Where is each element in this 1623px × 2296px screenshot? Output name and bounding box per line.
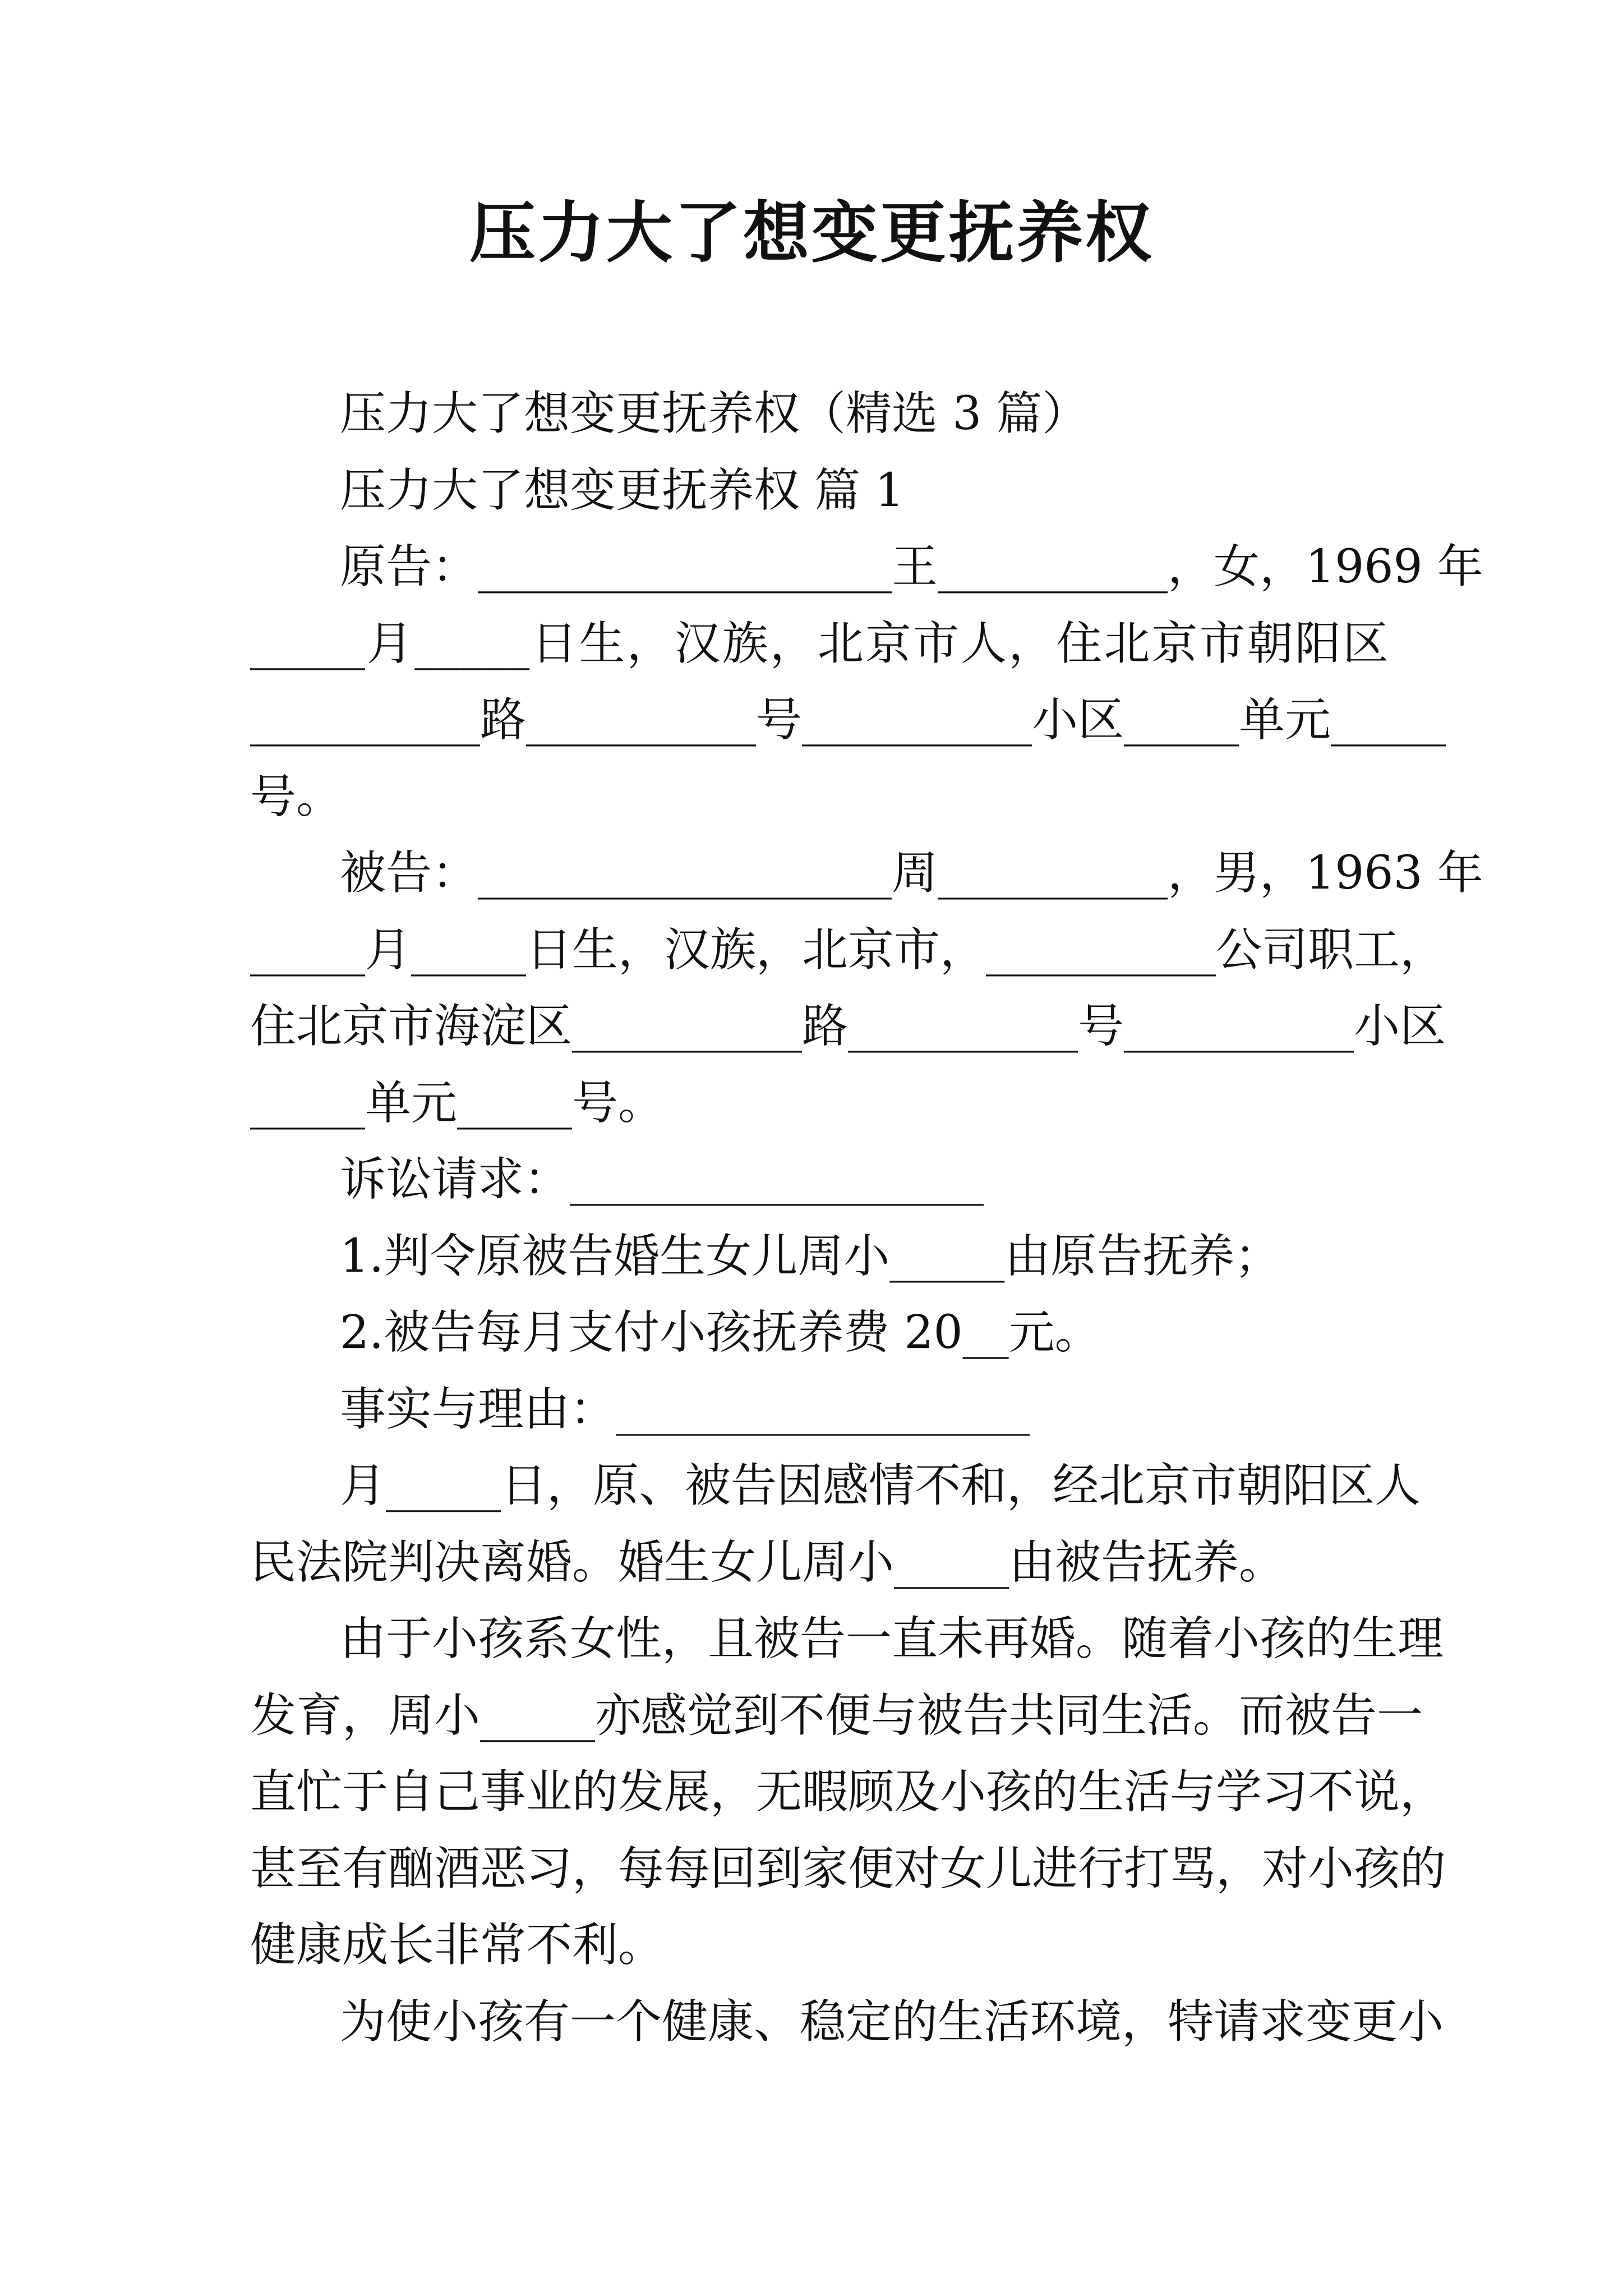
paragraph-line: 原告：__________________王__________，女，1969 年: [340, 540, 1483, 593]
paragraph-line: 月_____日，原、被告因感情不和，经北京市朝阳区人: [340, 1459, 1421, 1512]
paragraph-line: 压力大了想变更抚养权（精选 3 篇）: [340, 387, 1089, 440]
paragraph-line: 事实与理由：__________________: [340, 1382, 1030, 1436]
paragraph-line: 发育，周小_____亦感觉到不便与被告共同生活。而被告一: [250, 1688, 1423, 1742]
paragraph-line: 健康成长非常不利。: [250, 1918, 665, 1972]
document-body: [250, 376, 1483, 2060]
paragraph-line: 由于小孩系女性，且被告一直未再婚。随着小孩的生理: [340, 1612, 1444, 1665]
paragraph-line: _____月_____日生，汉族，北京市人，住北京市朝阳区: [250, 616, 1389, 670]
paragraph-line: 住北京市海淀区__________路__________号__________小区: [250, 1000, 1446, 1053]
paragraph-line: 民法院判决离婚。婚生女儿周小_____由被告抚养。: [250, 1535, 1285, 1589]
paragraph-line: 2.被告每月支付小孩抚养费 20__元。: [340, 1306, 1101, 1359]
paragraph-line: 甚至有酗酒恶习，每每回到家便对女儿进行打骂，对小孩的: [250, 1842, 1446, 1895]
paragraph-line: _____月_____日生，汉族，北京市，__________公司职工，: [250, 923, 1446, 977]
paragraph-line: 压力大了想变更抚养权 篇 1: [340, 463, 905, 517]
paragraph-line: 被告：__________________周__________，男，1963 年: [340, 846, 1483, 900]
paragraph-line: 直忙于自己事业的发展，无暇顾及小孩的生活与学习不说，: [250, 1765, 1446, 1819]
paragraph-line: 1.判令原被告婚生女儿周小_____由原告抚养；: [340, 1229, 1281, 1283]
paragraph-line: 诉讼请求：__________________: [340, 1153, 984, 1206]
paragraph-line: _____单元_____号。: [250, 1076, 664, 1130]
paragraph-line: __________路__________号__________小区_____单元_____: [250, 693, 1446, 747]
paragraph-line: 号。: [250, 770, 343, 823]
paragraph-line: 为使小孩有一个健康、稳定的生活环境，特请求变更小: [340, 1995, 1444, 2049]
document-title: 压力大了想变更抚养权: [469, 194, 1154, 272]
